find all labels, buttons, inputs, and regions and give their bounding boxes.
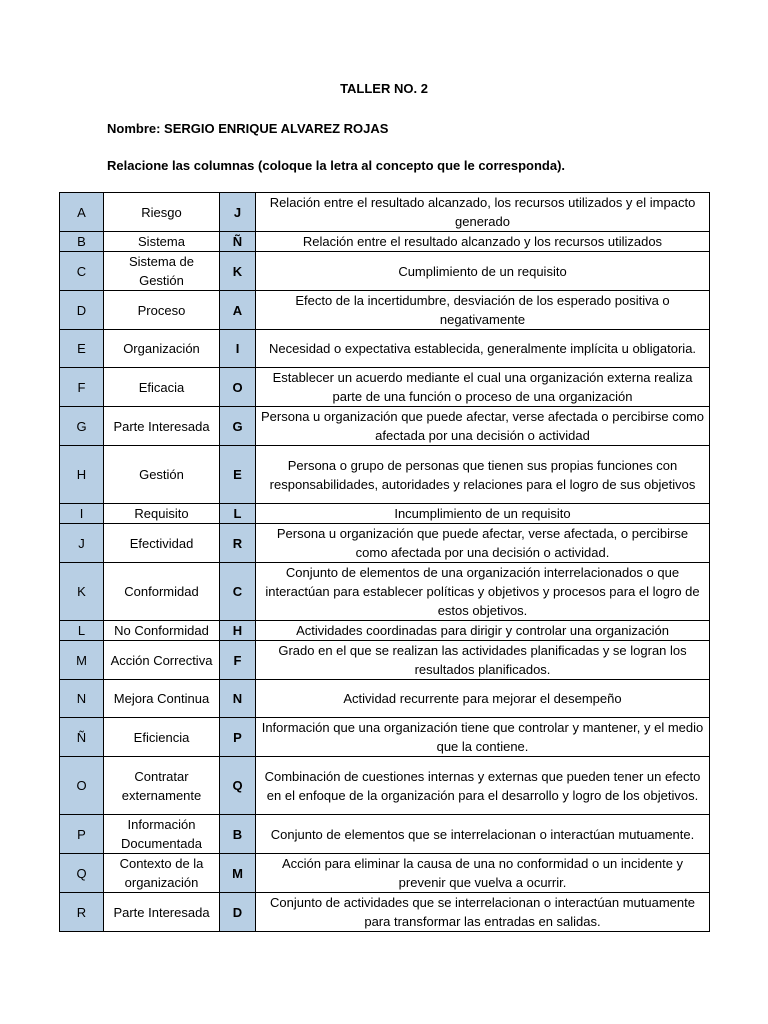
concept-name: Organización [104, 330, 220, 368]
concept-name: Requisito [104, 504, 220, 524]
table-row [60, 621, 710, 641]
table-row [60, 563, 710, 621]
definition-text: Combinación de cuestiones internas y externas que pueden tener un efecto en el enfoque de la organización para el desarrollo y logro de los objetivos. [256, 757, 710, 815]
answer-letter: Q [220, 757, 256, 815]
definition-text: Cumplimiento de un requisito [256, 252, 710, 291]
answer-letter: C [220, 563, 256, 621]
definition-text: Grado en el que se realizan las actividades planificadas y se logran los resultados planificados. [256, 641, 710, 680]
concept-name: Contratar externamente [104, 757, 220, 815]
answer-letter: O [220, 368, 256, 407]
table-row [60, 368, 710, 407]
answer-letter: B [220, 815, 256, 854]
concept-name: No Conformidad [104, 621, 220, 641]
concept-name: Sistema de Gestión [104, 252, 220, 291]
answer-letter: N [220, 680, 256, 718]
definition-text: Efecto de la incertidumbre, desviación de los esperado positiva o negativamente [256, 291, 710, 330]
definition-text: Actividades coordinadas para dirigir y controlar una organización [256, 621, 710, 641]
concept-letter: D [60, 291, 104, 330]
concept-name: Efectividad [104, 524, 220, 563]
answer-letter: I [220, 330, 256, 368]
definition-text: Incumplimiento de un requisito [256, 504, 710, 524]
concept-letter: B [60, 232, 104, 252]
definition-text: Conjunto de elementos de una organización interrelacionados o que interactúan para establecer políticas y objetivos y procesos para el logro de estos objetivos. [256, 563, 710, 621]
definition-text: Actividad recurrente para mejorar el desempeño [256, 680, 710, 718]
table-row [60, 193, 710, 232]
matching-table [59, 192, 710, 932]
concept-letter: L [60, 621, 104, 641]
concept-letter: R [60, 893, 104, 932]
concept-letter: A [60, 193, 104, 232]
definition-text: Persona o grupo de personas que tienen sus propias funciones con responsabilidades, autoridades y relaciones para el logro de sus objetivos [256, 446, 710, 504]
table-row [60, 330, 710, 368]
concept-letter: Q [60, 854, 104, 893]
definition-text: Necesidad o expectativa establecida, generalmente implícita u obligatoria. [256, 330, 710, 368]
concept-letter: E [60, 330, 104, 368]
answer-letter: L [220, 504, 256, 524]
table-row [60, 504, 710, 524]
concept-letter: J [60, 524, 104, 563]
definition-text: Relación entre el resultado alcanzado y los recursos utilizados [256, 232, 710, 252]
concept-letter: N [60, 680, 104, 718]
table-row [60, 446, 710, 504]
answer-letter: G [220, 407, 256, 446]
concept-name: Sistema [104, 232, 220, 252]
concept-name: Conformidad [104, 563, 220, 621]
definition-text: Acción para eliminar la causa de una no conformidad o un incidente y prevenir que vuelva a ocurrir. [256, 854, 710, 893]
table-row [60, 407, 710, 446]
answer-letter: M [220, 854, 256, 893]
concept-name: Proceso [104, 291, 220, 330]
table-row [60, 893, 710, 932]
table-row [60, 815, 710, 854]
concept-letter: K [60, 563, 104, 621]
table-row [60, 680, 710, 718]
definition-text: Relación entre el resultado alcanzado, los recursos utilizados y el impacto generado [256, 193, 710, 232]
table-row [60, 291, 710, 330]
concept-letter: Ñ [60, 718, 104, 757]
concept-letter: H [60, 446, 104, 504]
table-row [60, 718, 710, 757]
answer-letter: P [220, 718, 256, 757]
answer-letter: A [220, 291, 256, 330]
table-row [60, 854, 710, 893]
definition-text: Establecer un acuerdo mediante el cual una organización externa realiza parte de una función o proceso de una organización [256, 368, 710, 407]
concept-name: Eficacia [104, 368, 220, 407]
definition-text: Conjunto de elementos que se interrelacionan o interactúan mutuamente. [256, 815, 710, 854]
concept-letter: O [60, 757, 104, 815]
concept-name: Parte Interesada [104, 893, 220, 932]
answer-letter: H [220, 621, 256, 641]
concept-name: Mejora Continua [104, 680, 220, 718]
student-name: Nombre: SERGIO ENRIQUE ALVAREZ ROJAS [107, 121, 389, 136]
answer-letter: F [220, 641, 256, 680]
instructions: Relacione las columnas (coloque la letra al concepto que le corresponda). [107, 158, 566, 173]
table-row [60, 757, 710, 815]
concept-letter: I [60, 504, 104, 524]
table-row [60, 232, 710, 252]
concept-name: Riesgo [104, 193, 220, 232]
definition-text: Información que una organización tiene que controlar y mantener, y el medio que la contiene. [256, 718, 710, 757]
concept-letter: G [60, 407, 104, 446]
answer-letter: D [220, 893, 256, 932]
answer-letter: J [220, 193, 256, 232]
answer-letter: K [220, 252, 256, 291]
answer-letter: Ñ [220, 232, 256, 252]
concept-name: Contexto de la organización [104, 854, 220, 893]
table-row [60, 641, 710, 680]
concept-name: Gestión [104, 446, 220, 504]
definition-text: Conjunto de actividades que se interrelacionan o interactúan mutuamente para transformar las entradas en salidas. [256, 893, 710, 932]
concept-letter: P [60, 815, 104, 854]
answer-letter: E [220, 446, 256, 504]
concept-letter: M [60, 641, 104, 680]
definition-text: Persona u organización que puede afectar, verse afectada o percibirse como afectada por una decisión o actividad [256, 407, 710, 446]
concept-name: Parte Interesada [104, 407, 220, 446]
answer-letter: R [220, 524, 256, 563]
document-title: TALLER NO. 2 [340, 81, 428, 96]
table-row [60, 524, 710, 563]
concept-letter: C [60, 252, 104, 291]
concept-name: Eficiencia [104, 718, 220, 757]
concept-letter: F [60, 368, 104, 407]
table-row [60, 252, 710, 291]
concept-name: Información Documentada [104, 815, 220, 854]
concept-name: Acción Correctiva [104, 641, 220, 680]
definition-text: Persona u organización que puede afectar, verse afectada, o percibirse como afectada por una decisión o actividad. [256, 524, 710, 563]
